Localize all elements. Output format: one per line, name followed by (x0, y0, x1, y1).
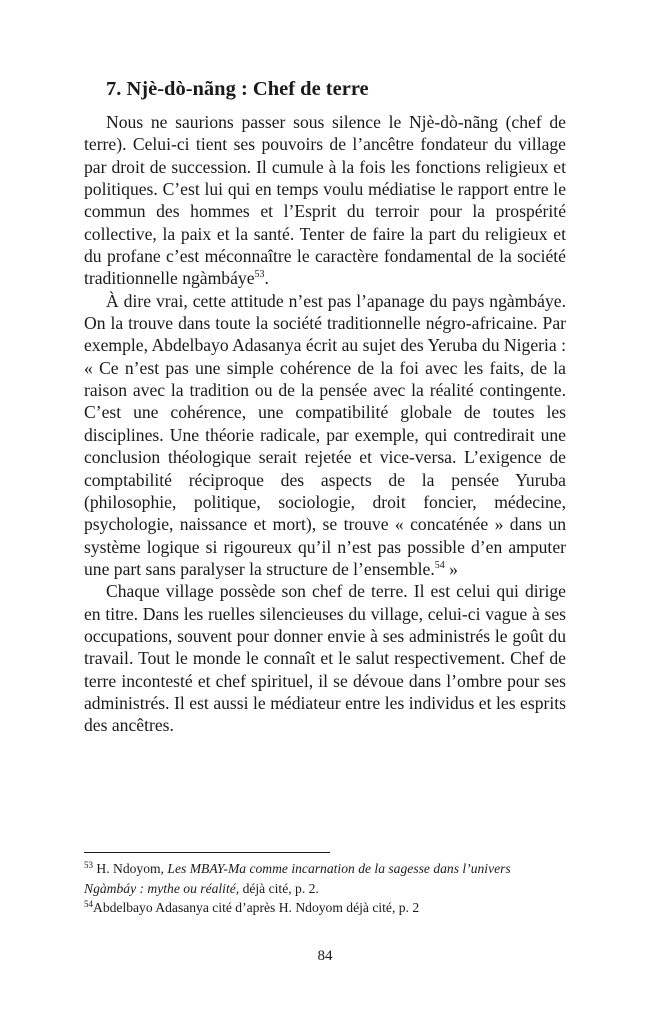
paragraph-text: À dire vrai, cette attitude n’est pas l’apanage du pays ngàmbáye. On la trouve dans toute la société traditionnelle négro-africaine. Par exemple, Abdelbayo Adasanya écrit au sujet des Yeruba du Nigeria : « Ce n’est pas une simple cohérence de la foi avec les faits, de la raison avec la tradition ou de la pensée avec la réalité contingente. C’est une cohérence, une compatibilité globale de toutes les disciplines. Une théorie radicale, par exemple, qui contredirait une conclusion théologique serait rejetée et vice-versa. L’exigence de comptabilité réciproque des aspects de la pensée Yuruba (philosophie, politique, sociologie, droit foncier, médecine, psychologie, naissance et mort), se trouve « concaténée » dans un système logique si rigoureux qu’il n’est pas possible d’en amputer une part sans paralyser la structure de l’ensemble. (84, 290, 566, 579)
page-number: 84 (317, 948, 333, 964)
footnote-text: Abdelbayo Adasanya cité d’après H. Ndoyom déjà cité, p. 2 (93, 900, 420, 915)
footnote-ref-54[interactable]: 54 (434, 559, 445, 571)
footnotes-section (84, 852, 566, 918)
footnote-author: H. Ndoyom, (96, 861, 164, 876)
footnote-number: 53 (84, 860, 93, 870)
paragraph-text: Nous ne saurions passer sous silence le Njè-dò-nãng (chef de terre). Celui-ci tient ses pouvoirs de l’ancêtre fondateur du village par droit de succession. Il cumule à la fois les fonctions religieux et politiques. C’est lui qui en temps voulu médiatise le rapport entre le commun des hommes et l’Esprit du terroir pour la prospérité collective, la paix et la santé. Tenter de faire la part du religieux et du profane c’est méconnaître le caractère fondamental de la société traditionnelle ngàmbáye (84, 112, 566, 289)
footnote-divider (84, 852, 330, 853)
footnote-54 (84, 898, 566, 918)
section-heading: 7. Njè-dò-nãng : Chef de terre (106, 78, 369, 100)
paragraph-chaque-village (84, 580, 566, 736)
footnote-title: Les MBAY-Ma comme incarnation de la sagesse dans l’univers Ngàmbáy : mythe ou réalité, (84, 861, 511, 896)
paragraph-tail: » (444, 558, 458, 579)
footnote-rest: déjà cité, p. 2. (242, 880, 319, 896)
footnote-53 (84, 859, 566, 898)
footnote-ref-53[interactable]: 53 (254, 269, 265, 281)
paragraph-text: Chaque village possède son chef de terre. Il est celui qui dirige en titre. Dans les ruelles silencieuses du village, celui-ci vague à ses occupations, souvent pour donner envie à ses administrés le goût du travail. Tout le monde le connaît et le salut respectivement. Chef de terre incontesté et chef spirituel, il se dévoue dans l’ombre pour ses administrés. Il est aussi le médiateur entre les individus et les esprits des ancêtres. (84, 581, 566, 736)
page-body (84, 74, 566, 737)
paragraph-tail: . (264, 268, 269, 289)
footnote-number: 54 (84, 899, 93, 909)
paragraph-a-dire-vrai (84, 290, 566, 580)
paragraph-chef-de-terre (84, 111, 566, 290)
